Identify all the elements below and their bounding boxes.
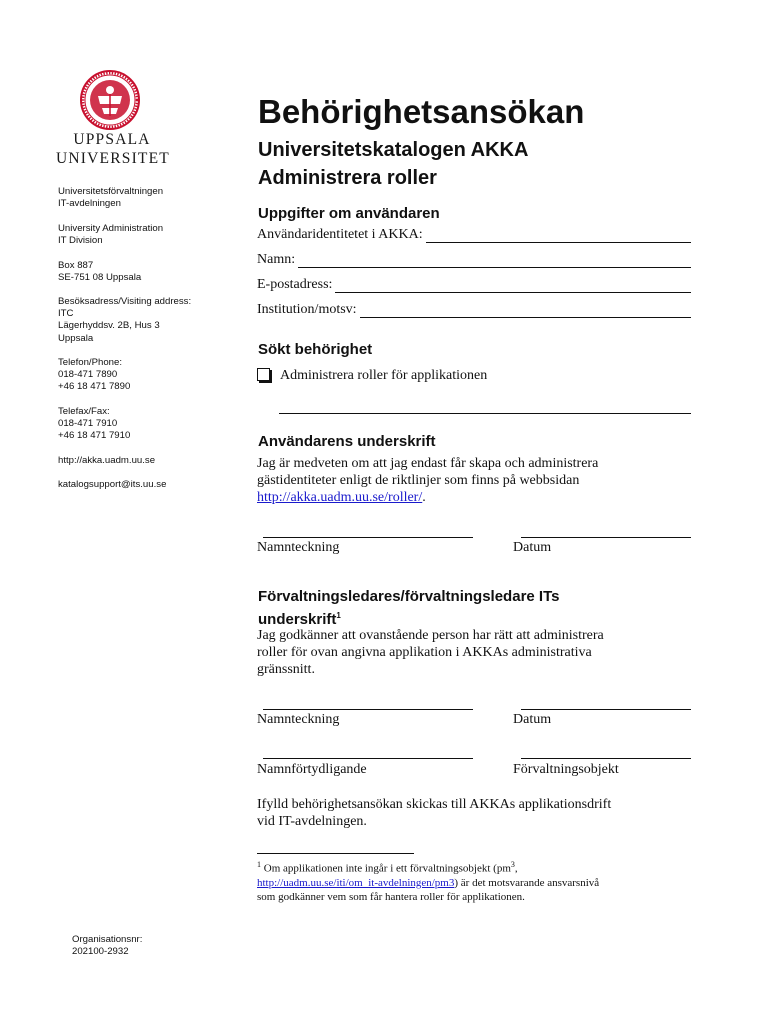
sidebar-web[interactable]: http://akka.uadm.uu.se [58,455,156,466]
university-name-line2: UNIVERSITET [56,150,170,167]
manager-signature-label: Namnteckning [257,712,340,727]
footnote-line-1 [257,858,697,876]
footnote-ref: 1 [336,611,341,620]
sidebar-phone-1: 018-471 7890 [58,369,118,381]
user-date-line[interactable] [521,537,691,538]
management-object-line[interactable] [521,758,691,759]
footnote [257,858,697,904]
manager-heading-2-wrap [258,606,559,629]
sidebar-visit-3: Uppsala [58,332,94,344]
user-signature-link-line [257,489,598,506]
manager-date-line[interactable] [521,709,691,710]
email-field[interactable] [257,277,691,293]
footnote-line-3: som godkänner vem som får hantera roller för applikationen. [257,890,525,903]
university-name-line1: UPPSALA [73,131,151,148]
manager-heading-2: underskrift [258,611,337,628]
sidebar-email[interactable]: katalogsupport@its.uu.se [58,479,167,490]
sidebar-fax-1: 018-471 7910 [58,418,118,430]
footnote-text-c: ) är det motsvarande ansvarsnivå [454,876,600,889]
sidebar-dept-en-2: IT Division [58,235,103,247]
sidebar-visit-1: ITC [58,308,74,320]
closing-line-2: vid IT-avdelningen. [257,814,367,829]
manager-name-line[interactable] [263,758,473,759]
email-label: E-postadress: [257,277,333,292]
institution-line[interactable] [360,305,691,318]
name-field[interactable] [257,252,691,268]
sidebar-box: Box 887 [58,260,94,271]
name-line[interactable] [298,255,691,268]
footnote-number: 1 [257,860,261,869]
management-object-label: Förvaltningsobjekt [513,762,619,777]
manager-heading-1: Förvaltningsledares/förvaltningsledare ITs [258,588,560,605]
manager-signature-line[interactable] [263,709,473,710]
manager-signature-text [257,627,604,678]
sidebar-visit-label: Besöksadress/Visiting address: [58,296,192,307]
manager-name-label: Namnförtydligande [257,762,367,777]
organisation-number [72,934,142,958]
sidebar-dept-en-1: University Administration [58,223,164,234]
footnote-sup: 3 [510,860,515,869]
user-signature-heading: Användarens underskrift [258,433,436,450]
sidebar-phone-label: Telefon/Phone: [58,357,123,368]
page-subtitle-2: Administrera roller [258,167,437,189]
institution-field[interactable] [257,302,691,318]
sidebar-postal-address [58,260,141,284]
application-name-line[interactable] [279,413,691,414]
user-signature-text-2: gästidentiteter enligt de riktlinjer som finns på webbsidan [257,473,580,488]
manager-date-label: Datum [513,712,552,727]
orgnr-label: Organisationsnr: [72,934,143,945]
sidebar-fax [58,406,130,443]
closing-line-1: Ifylld behörighetsansökan skickas till AKKAs applikationsdrift [257,797,612,812]
sidebar-visiting-address [58,296,191,345]
user-signature-line[interactable] [263,537,473,538]
user-signature-label: Namnteckning [257,540,340,555]
sidebar-fax-2: +46 18 471 7910 [58,430,131,442]
sidebar-dept-sv-2: IT-avdelningen [58,198,121,210]
roles-guidelines-link[interactable]: http://akka.uadm.uu.se/roller/ [257,490,423,505]
footnote-text-a: Om applikationen inte ingår i ett förvaltningsobjekt (pm [261,862,511,875]
user-info-heading: Uppgifter om användaren [258,205,440,222]
email-line[interactable] [335,280,691,293]
application-checkbox[interactable] [257,368,270,381]
akka-id-label: Användaridentitetet i AKKA: [257,227,423,242]
orgnr-value: 202100-2932 [72,946,129,958]
footnote-line-2 [257,876,697,890]
user-signature-text-1: Jag är medveten om att jag endast får skapa och administrera [257,456,599,471]
pm3-link[interactable]: http://uadm.uu.se/iti/om_it-avdelningen/pm3 [257,876,455,889]
application-checkbox-label: Administrera roller för applikationen [280,368,488,383]
university-name [56,130,168,168]
manager-text-3: gränssnitt. [257,662,315,677]
sidebar-postal: SE-751 08 Uppsala [58,272,142,284]
sidebar-dept-en [58,223,163,247]
closing-text [257,796,611,830]
manager-text-1: Jag godkänner att ovanstående person har rätt att administrera [257,628,604,643]
sidebar-phone [58,357,130,394]
manager-text-2: roller för ovan angivna applikation i AKKAs administrativa [257,645,592,660]
sidebar-fax-label: Telefax/Fax: [58,406,110,417]
page-title: Behörighetsansökan [258,93,585,130]
sidebar-dept-sv [58,186,163,210]
footnote-divider [257,853,414,854]
akka-id-field[interactable] [257,227,691,243]
name-label: Namn: [257,252,296,267]
akka-id-line[interactable] [426,230,691,243]
user-signature-text [257,455,598,506]
requested-permission-heading: Sökt behörighet [258,341,373,358]
institution-label: Institution/motsv: [257,302,357,317]
footnote-text-b: , [514,862,518,875]
sidebar-visit-2: Lägerhyddsv. 2B, Hus 3 [58,320,160,332]
sidebar-dept-sv-1: Universitetsförvaltningen [58,186,164,197]
uppsala-university-seal-logo [80,70,140,130]
sidebar-phone-2: +46 18 471 7890 [58,381,131,393]
page-subtitle: Universitetskatalogen AKKA [258,139,529,161]
manager-signature-heading [258,587,559,629]
link-period: . [422,490,426,505]
user-date-label: Datum [513,540,552,555]
